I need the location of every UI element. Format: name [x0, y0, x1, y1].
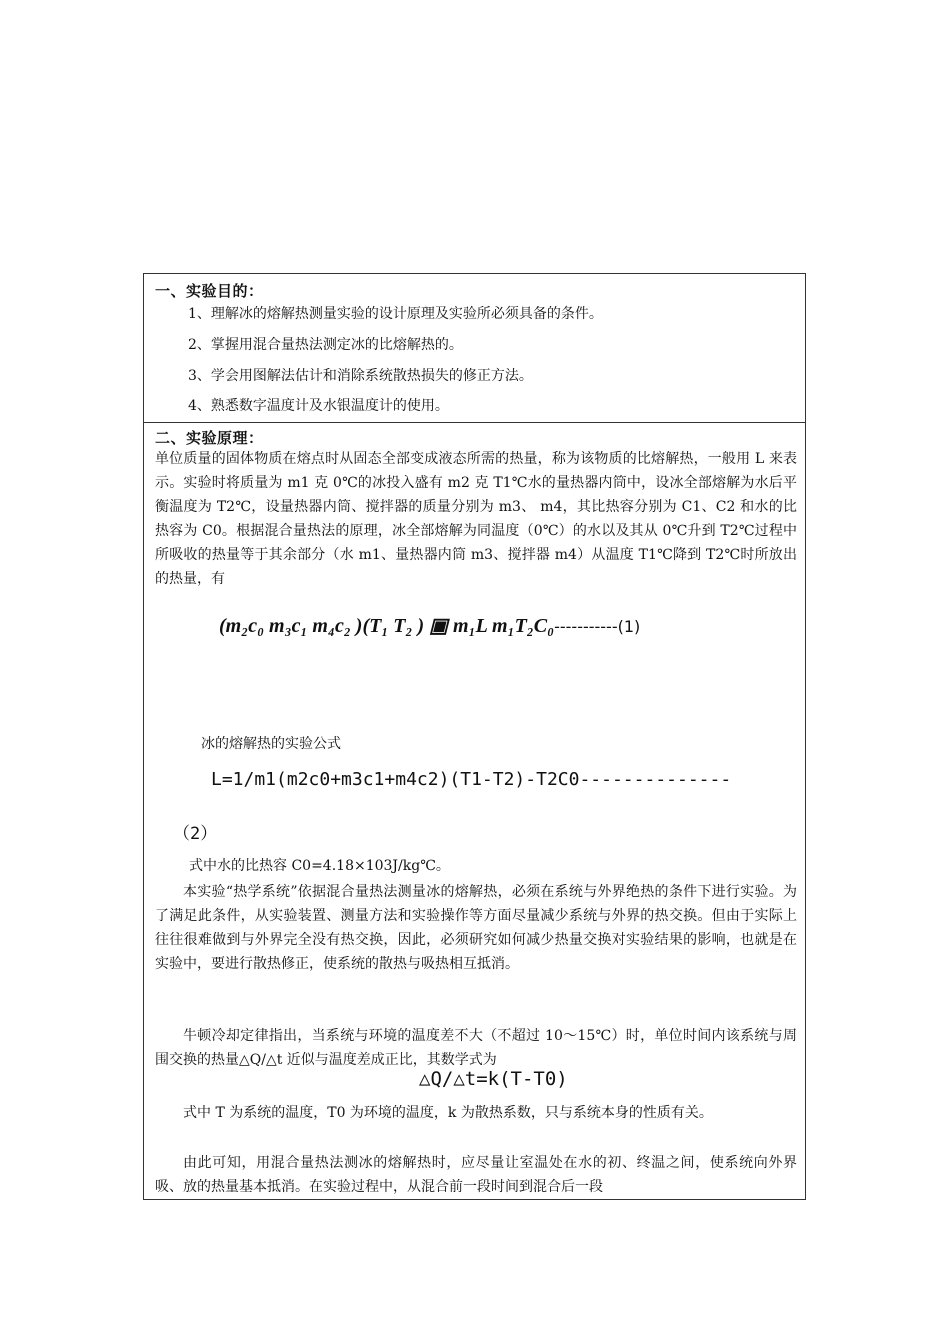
objectives-heading: 一、实验目的：: [155, 282, 264, 300]
principle-heading: 二、实验原理：: [155, 429, 264, 447]
objective-item-2: 2、掌握用混合量热法测定冰的比熔解热的。: [188, 337, 463, 353]
principle-intro-paragraph: 单位质量的固体物质在熔点时从固态全部变成液态所需的热量，称为该物质的比熔解热，一般用 L 来表示。实验时将质量为 m1 克 0℃的冰投入盛有 m2 克 T1℃水的量热器内筒中，设冰全部熔解为水后平衡温度为 T2℃，设量热器内筒、搅拌器的质量分别为 m3、 m4，其比热容分别为 C1、C2 和水的比热容为 C0。根据混合量热法的原理，冰全部熔解为同温度（0℃）的水以及其从 0℃升到 T2℃过程中所吸收的热量等于其余部分（水 m1、量热器内筒 m3、搅拌器 m4）从温度 T1℃降到 T2℃时所放出的热量，有: [155, 451, 797, 587]
equation-1-number: -----------(1): [554, 617, 641, 636]
formula-caption: 冰的熔解热的实验公式: [201, 736, 341, 752]
objective-item-1: 1、理解冰的熔解热测量实验的设计原理及实验所必须具备的条件。: [188, 306, 603, 322]
newton-paragraph: 牛顿冷却定律指出，当系统与环境的温度差不大（不超过 10～15℃）时，单位时间内该系统与周围交换的热量△Q/△t 近似与温度差成正比，其数学式为: [155, 1028, 797, 1068]
objective-item-3: 3、学会用图解法估计和消除系统散热损失的修正方法。: [188, 368, 533, 384]
conclusion-paragraph: 由此可知，用混合量热法测冰的熔解热时，应尽量让室温处在水的初、终温之间，使系统向外界吸、放的热量基本抵消。在实验过程中，从混合前一段时间到混合后一段: [155, 1155, 797, 1195]
formula-3: △Q/△t=k(T-T0): [419, 1068, 568, 1090]
system-paragraph: 本实验“热学系统”依据混合量热法测量冰的熔解热，必须在系统与外界绝热的条件下进行实验。为了满足此条件，从实验装置、测量方法和实验操作等方面尽量减少系统与外界的热交换。但由于实际上往往很难做到与外界完全没有热交换，因此，必须研究如何减少热量交换对实验结果的影响，也就是在实验中，要进行散热修正，使系统的散热与吸热相互抵消。: [155, 884, 797, 972]
formula-2-number: （2）: [173, 824, 218, 844]
content-table: [143, 273, 806, 1200]
formula-2: L=1/m1(m2c0+m3c1+m4c2)(T1-T2)-T2C0--------------: [211, 769, 732, 790]
objective-item-4: 4、熟悉数字温度计及水银温度计的使用。: [188, 398, 449, 414]
equation-1: [219, 613, 640, 638]
section-objectives: [144, 274, 805, 423]
section-principle: [144, 423, 805, 1199]
where-paragraph: 式中 T 为系统的温度，T0 为环境的温度，k 为散热系数，只与系统本身的性质有关。: [183, 1105, 713, 1121]
water-heat-capacity: 式中水的比热容 C0=4.18×103J/kg℃。: [189, 858, 450, 874]
equation-1-body: (m₂c₀ m₃c₁ m₄c₂ )(T₁ T₂ ) ▣ m₁L m₁T₂C₀: [219, 615, 555, 637]
